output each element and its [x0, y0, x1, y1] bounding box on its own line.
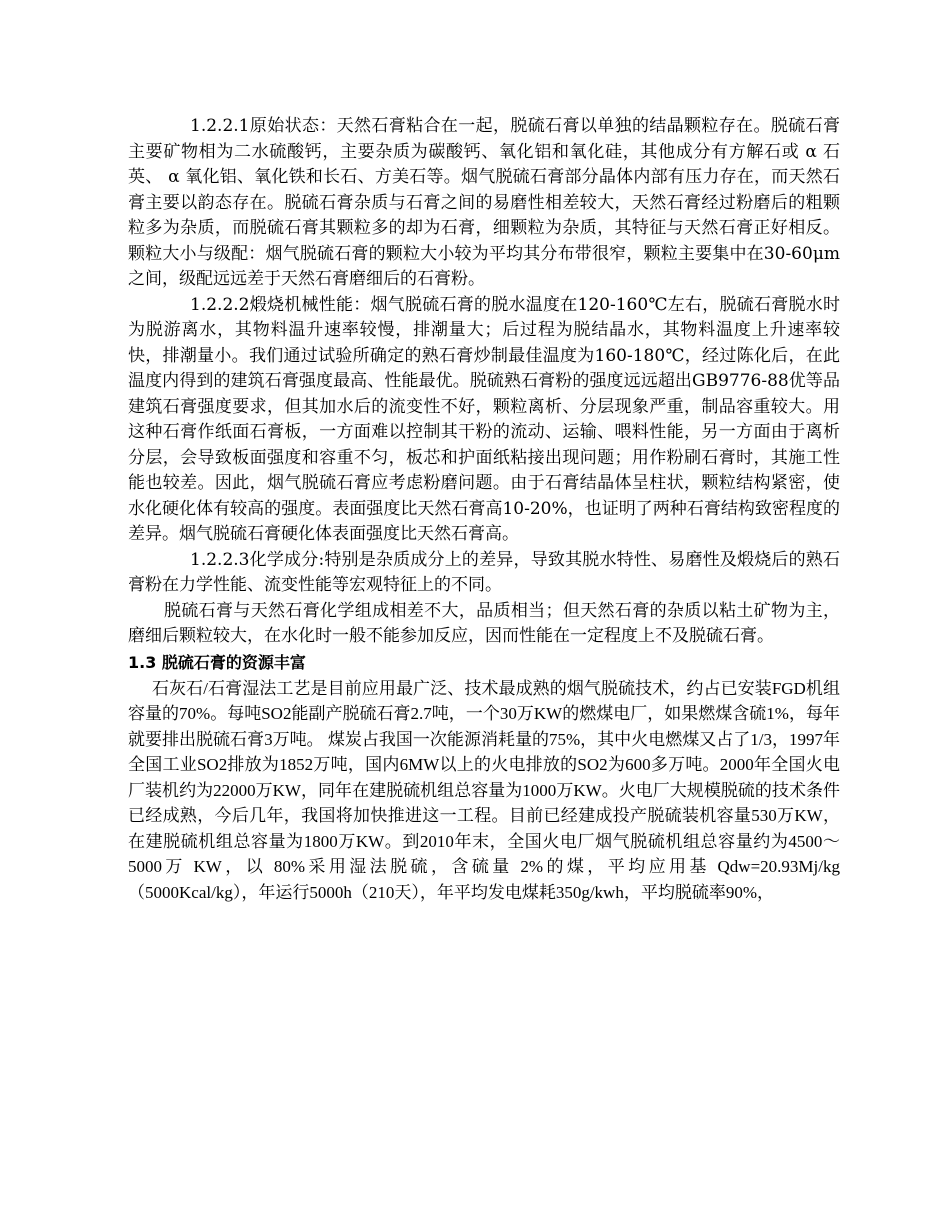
paragraph-calcination-properties: 1.2.2.2煅烧机械性能：烟气脱硫石膏的脱水温度在120-160℃左右，脱硫石膏脱水时为脱游离水，其物料温升速率较慢，排潮量大；后过程为脱结晶水，其物料温度上升速率较快，排潮量小。我们通过试验所确定的熟石膏炒制最佳温度为160-180℃，经过陈化后，在此温度内得到的建筑石膏强度最高、性能最优。脱硫熟石膏粉的强度远远超出GB9776-88优等品建筑石膏强度要求，但其加水后的流变性不好，颗粒离析、分层现象严重，制品容重较大。用这种石膏作纸面石膏板，一方面难以控制其干粉的流动、运输、喂料性能，另一方面由于离析分层，会导致板面强度和容重不匀，板芯和护面纸粘接出现问题；用作粉刷石膏时，其施工性能也较差。因此，烟气脱硫石膏应考虑粉磨问题。由于石膏结晶体呈柱状，颗粒结构紧密，使水化硬化体有较高的强度。表面强度比天然石膏高10-20%，也证明了两种石膏结构致密程度的差异。烟气脱硫石膏硬化体表面强度比天然石膏高。 [128, 294, 840, 544]
paragraph-composition-comparison: 脱硫石膏与天然石膏化学组成相差不大，品质相当；但天然石膏的杂质以粘土矿物为主，磨细后颗粒较大，在水化时一般不能参加反应，因而性能在一定程度上不及脱硫石膏。 [128, 600, 840, 646]
section-heading: 1.3 脱硫石膏的资源丰富 [128, 652, 306, 672]
paragraph-resource-abundance: 石灰石/石膏湿法工艺是目前应用最广泛、技术最成熟的烟气脱硫技术，约占已安装FGD机组容量的70%。每吨SO2能副产脱硫石膏2.7吨，一个30万KW的燃煤电厂，如果燃煤含硫1%，每年就要排出脱硫石膏3万吨。 煤炭占我国一次能源消耗量的75%，其中火电燃煤又占了1/3，1997年全国工业SO2排放为1852万吨，国内6MW以上的火电排放的SO2为600多万吨。2000年全国火电厂装机约为22000万KW，同年在建脱硫机组总容量为1000万KW。火电厂大规模脱硫的技术条件已经成熟，今后几年，我国将加快推进这一工程。目前已经建成投产脱硫装机容量530万KW，在建脱硫机组总容量为1800万KW。到2010年末，全国火电厂烟气脱硫机组总容量约为4500～5000万 KW，以 80%采用湿法脱硫，含硫量 2%的煤，平均应用基 Qdw=20.93Mj/kg（5000Kcal/kg），年运行5000h（210天），年平均发电煤耗350g/kwh，平均脱硫率90%， [128, 678, 840, 902]
paragraph-chemical-composition: 1.2.2.3化学成分:特别是杂质成分上的差异，导致其脱水特性、易磨性及煅烧后的熟石膏粉在力学性能、流变性能等宏观特征上的不同。 [128, 549, 840, 595]
paragraph-original-state: 1.2.2.1原始状态：天然石膏粘合在一起，脱硫石膏以单独的结晶颗粒存在。脱硫石膏主要矿物相为二水硫酸钙，主要杂质为碳酸钙、氧化铝和氧化硅，其他成分有方解石或 α 石英、 α 氧化铝、氧化铁和长石、方美石等。烟气脱硫石膏部分晶体内部有压力存在，而天然石膏主要以韵态存在。脱硫石膏杂质与石膏之间的易磨性相差较大，天然石膏经过粉磨后的粗颗粒多为杂质，而脱硫石膏其颗粒多的却为石膏，细颗粒为杂质，其特征与天然石膏正好相反。颗粒大小与级配：烟气脱硫石膏的颗粒大小较为平均其分布带很窄，颗粒主要集中在30-60μm之间，级配远远差于天然石膏磨细后的石膏粉。 [128, 116, 840, 289]
document-page [128, 114, 840, 905]
